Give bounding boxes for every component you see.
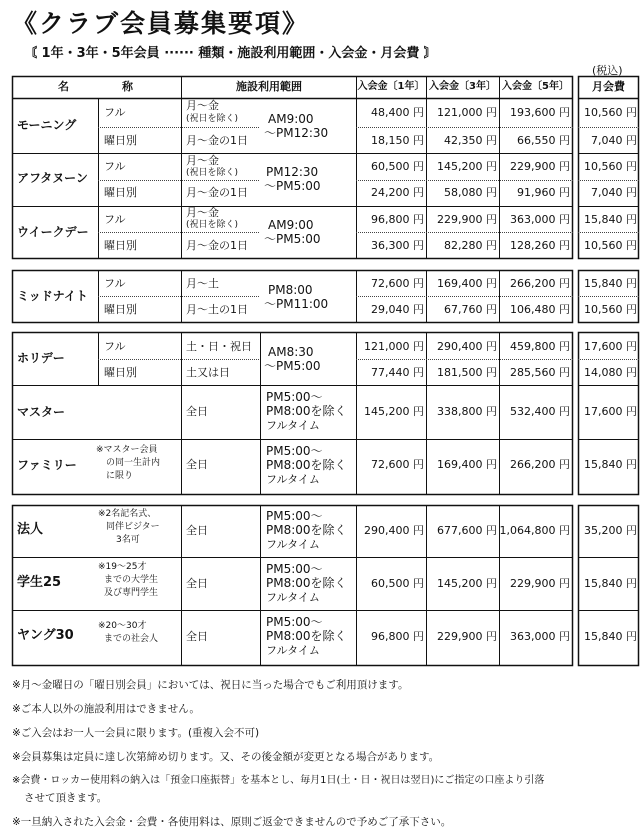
plan-young-days: 全日 — [186, 630, 208, 643]
fee-cell: 72,600 円 — [371, 277, 424, 290]
monthly-fee-cell: 14,080 円 — [584, 366, 637, 379]
plan-corporate-hours-3: フルタイム — [266, 538, 320, 551]
fee-cell: 48,400 円 — [371, 106, 424, 119]
plan-name-family: ファミリー — [17, 458, 77, 472]
fee-cell: 96,800 円 — [371, 630, 424, 643]
plan-afternoon-full-days-note: (祝日を除く) — [186, 168, 239, 178]
plan-holiday-hours-2: 〜PM5:00 — [264, 359, 321, 373]
plan-corporate-hours-2: PM8:00を除く — [266, 523, 347, 537]
plan-young-note-2: までの社会人 — [104, 634, 159, 644]
plan-family-hours-3: フルタイム — [266, 473, 320, 486]
fee-cell: 106,480 円 — [510, 303, 570, 316]
plan-corporate-hours-1: PM5:00〜 — [266, 509, 323, 523]
plan-midnight-full-label: フル — [104, 277, 126, 290]
plan-midnight-weekday-label: 曜日別 — [104, 303, 137, 316]
plan-midnight-hours-2: 〜PM11:00 — [264, 297, 329, 311]
plan-corporate-note-1: ※2名記名式、 — [98, 509, 157, 519]
plan-midnight-hours-1: PM8:00 — [268, 283, 313, 297]
plan-student-note-2: までの大学生 — [104, 575, 159, 585]
monthly-fee-cell: 15,840 円 — [584, 577, 637, 590]
plan-afternoon-hours-1: PM12:30 — [266, 165, 319, 179]
plan-corporate-days: 全日 — [186, 524, 208, 537]
fee-cell: 60,500 円 — [371, 160, 424, 173]
monthly-fee-cell: 7,040 円 — [591, 134, 637, 147]
footnote: ※会費・ロッカー使用料の納入は「預金口座振替」を基本とし、毎月1日(土・日・祝日は翌日)にご指定の口座より引落 — [12, 775, 545, 786]
plan-name-morning: モーニング — [17, 118, 77, 132]
header-fee-3yr: 入会金〔3年〕 — [429, 81, 496, 92]
plan-young-hours-1: PM5:00〜 — [266, 615, 323, 629]
monthly-fee-cell: 7,040 円 — [591, 186, 637, 199]
plan-morning-full-days-note: (祝日を除く) — [186, 114, 239, 124]
footnote: ※月〜金曜日の「曜日別会員」においては、祝日に当った場合でもご利用頂けます。 — [12, 679, 409, 691]
fee-cell: 58,080 円 — [444, 186, 497, 199]
fee-cell: 266,200 円 — [510, 277, 570, 290]
monthly-fee-cell: 10,560 円 — [584, 106, 637, 119]
fee-cell: 677,600 円 — [437, 524, 497, 537]
plan-afternoon-hours-2: 〜PM5:00 — [264, 179, 321, 193]
fee-cell: 42,350 円 — [444, 134, 497, 147]
plan-master-hours-3: フルタイム — [266, 419, 320, 432]
monthly-fee-cell: 15,840 円 — [584, 458, 637, 471]
plan-family-note-2: の同一生計内 — [106, 458, 161, 468]
plan-name-master: マスター — [17, 405, 66, 419]
fee-cell: 66,550 円 — [517, 134, 570, 147]
plan-morning-weekday-label: 曜日別 — [104, 134, 137, 147]
fee-cell: 96,800 円 — [371, 213, 424, 226]
fee-cell: 266,200 円 — [510, 458, 570, 471]
plan-weekday-weekday-days: 月〜金の1日 — [186, 239, 248, 252]
monthly-fee-cell: 10,560 円 — [584, 239, 637, 252]
monthly-fee-cell: 15,840 円 — [584, 277, 637, 290]
header-fee-1yr: 入会金〔1年〕 — [357, 81, 425, 92]
plan-weekday-hours-2: 〜PM5:00 — [264, 232, 321, 246]
fee-cell: 128,260 円 — [510, 239, 570, 252]
plan-young-note-1: ※20〜30才 — [98, 621, 147, 631]
plan-holiday-hours-1: AM8:30 — [268, 345, 314, 359]
plan-weekday-weekday-label: 曜日別 — [104, 239, 137, 252]
fee-cell: 77,440 円 — [371, 366, 424, 379]
plan-name-afternoon: アフタヌーン — [17, 171, 88, 185]
fee-cell: 363,000 円 — [510, 213, 570, 226]
plan-student-hours-3: フルタイム — [266, 591, 320, 604]
plan-morning-weekday-days: 月〜金の1日 — [186, 134, 248, 147]
plan-student-hours-1: PM5:00〜 — [266, 562, 323, 576]
plan-student-note-3: 及び専門学生 — [104, 588, 159, 598]
footnote: ※会員募集は定員に達し次第締め切ります。又、その後金額が変更となる場合があります。 — [12, 751, 440, 763]
header-monthly: 月会費 — [592, 80, 625, 93]
fee-cell: 60,500 円 — [371, 577, 424, 590]
footnote: ※一旦納入された入会金・会費・各使用料は、原則ご返金できませんので予めご了承下さい。 — [12, 816, 452, 828]
fee-cell: 169,400 円 — [437, 458, 497, 471]
footnote-continuation: させて頂きます。 — [24, 792, 108, 804]
fee-cell: 290,400 円 — [437, 340, 497, 353]
plan-family-hours-2: PM8:00を除く — [266, 458, 347, 472]
fee-cell: 290,400 円 — [364, 524, 424, 537]
plan-family-note-1: ※マスター会員 — [96, 445, 158, 455]
plan-holiday-full-label: フル — [104, 340, 126, 353]
plan-name-corporate: 法人 — [17, 522, 44, 537]
monthly-fee-cell: 15,840 円 — [584, 630, 637, 643]
plan-corporate-note-2: 同伴ビジター — [106, 522, 160, 532]
fee-cell: 91,960 円 — [517, 186, 570, 199]
plan-holiday-weekday-days: 土又は日 — [186, 366, 230, 379]
fee-cell: 169,400 円 — [437, 277, 497, 290]
fee-cell: 72,600 円 — [371, 458, 424, 471]
plan-midnight-full-days: 月〜土 — [186, 277, 219, 290]
plan-family-days: 全日 — [186, 458, 208, 471]
page-subtitle: 〘 1年・3年・5年会員 ······ 種類・施設利用範囲・入会金・月会費 〙 — [24, 46, 437, 61]
fee-cell: 1,064,800 円 — [499, 524, 570, 537]
monthly-fee-cell: 10,560 円 — [584, 303, 637, 316]
fee-cell: 285,560 円 — [510, 366, 570, 379]
plan-name-midnight: ミッドナイト — [17, 289, 88, 303]
fee-cell: 145,200 円 — [437, 160, 497, 173]
fee-cell: 18,150 円 — [371, 134, 424, 147]
monthly-fee-cell: 17,600 円 — [584, 405, 637, 418]
fee-cell: 229,900 円 — [510, 577, 570, 590]
fee-cell: 145,200 円 — [437, 577, 497, 590]
plan-afternoon-full-label: フル — [104, 160, 126, 173]
fee-cell: 36,300 円 — [371, 239, 424, 252]
plan-morning-hours-2: 〜PM12:30 — [264, 126, 329, 140]
plan-family-note-3: に限り — [106, 471, 134, 481]
fee-cell: 121,000 円 — [364, 340, 424, 353]
plan-young-hours-3: フルタイム — [266, 644, 320, 657]
fee-cell: 229,900 円 — [437, 630, 497, 643]
monthly-fee-cell: 17,600 円 — [584, 340, 637, 353]
plan-morning-hours-1: AM9:00 — [268, 112, 314, 126]
plan-name-student: 学生25 — [17, 575, 62, 590]
plan-student-days: 全日 — [186, 577, 208, 590]
plan-student-note-1: ※19〜25才 — [98, 562, 147, 572]
footnote: ※ご入会はお一人一会員に限ります。(重複入会不可) — [12, 727, 260, 739]
plan-family-hours-1: PM5:00〜 — [266, 444, 323, 458]
page-title: 《クラブ会員募集要項》 — [12, 9, 310, 38]
plan-name-weekday: ウイークデー — [17, 225, 89, 239]
fee-cell: 121,000 円 — [437, 106, 497, 119]
monthly-fee-cell: 35,200 円 — [584, 524, 637, 537]
plan-holiday-full-days: 土・日・祝日 — [186, 340, 252, 353]
fee-cell: 229,900 円 — [510, 160, 570, 173]
plan-weekday-full-days: 月〜金 — [186, 206, 219, 219]
header-facility: 施設利用範囲 — [236, 80, 302, 93]
fee-cell: 145,200 円 — [364, 405, 424, 418]
plan-weekday-full-days-note: (祝日を除く) — [186, 220, 239, 230]
fee-cell: 363,000 円 — [510, 630, 570, 643]
header-name-b: 称 — [122, 80, 133, 93]
plan-afternoon-full-days: 月〜金 — [186, 154, 219, 167]
fee-cell: 181,500 円 — [437, 366, 497, 379]
fee-cell: 532,400 円 — [510, 405, 570, 418]
monthly-fee-cell: 10,560 円 — [584, 160, 637, 173]
plan-morning-full-days: 月〜金 — [186, 99, 219, 112]
header-name-a: 名 — [58, 80, 69, 93]
fee-cell: 338,800 円 — [437, 405, 497, 418]
header-fee-5yr: 入会金〔5年〕 — [502, 81, 569, 92]
plan-afternoon-weekday-label: 曜日別 — [104, 186, 137, 199]
fee-cell: 29,040 円 — [371, 303, 424, 316]
plan-name-young: ヤング30 — [17, 628, 74, 643]
plan-young-hours-2: PM8:00を除く — [266, 629, 347, 643]
plan-weekday-hours-1: AM9:00 — [268, 218, 314, 232]
fee-cell: 67,760 円 — [444, 303, 497, 316]
fee-cell: 24,200 円 — [371, 186, 424, 199]
fee-cell: 229,900 円 — [437, 213, 497, 226]
plan-weekday-full-label: フル — [104, 213, 126, 226]
plan-master-hours-2: PM8:00を除く — [266, 404, 347, 418]
fee-cell: 82,280 円 — [444, 239, 497, 252]
plan-midnight-weekday-days: 月〜土の1日 — [186, 303, 248, 316]
plan-master-days: 全日 — [186, 405, 208, 418]
plan-holiday-weekday-label: 曜日別 — [104, 366, 137, 379]
fee-cell: 459,800 円 — [510, 340, 570, 353]
monthly-fee-cell: 15,840 円 — [584, 213, 637, 226]
plan-morning-full-label: フル — [104, 106, 126, 119]
plan-afternoon-weekday-days: 月〜金の1日 — [186, 186, 248, 199]
plan-name-holiday: ホリデー — [17, 351, 65, 365]
fee-cell: 193,600 円 — [510, 106, 570, 119]
plan-master-hours-1: PM5:00〜 — [266, 390, 323, 404]
footnote: ※ご本人以外の施設利用はできません。 — [12, 703, 200, 715]
plan-student-hours-2: PM8:00を除く — [266, 576, 347, 590]
plan-corporate-note-3: 3名可 — [116, 535, 140, 545]
tax-note: (税込) — [592, 64, 623, 77]
